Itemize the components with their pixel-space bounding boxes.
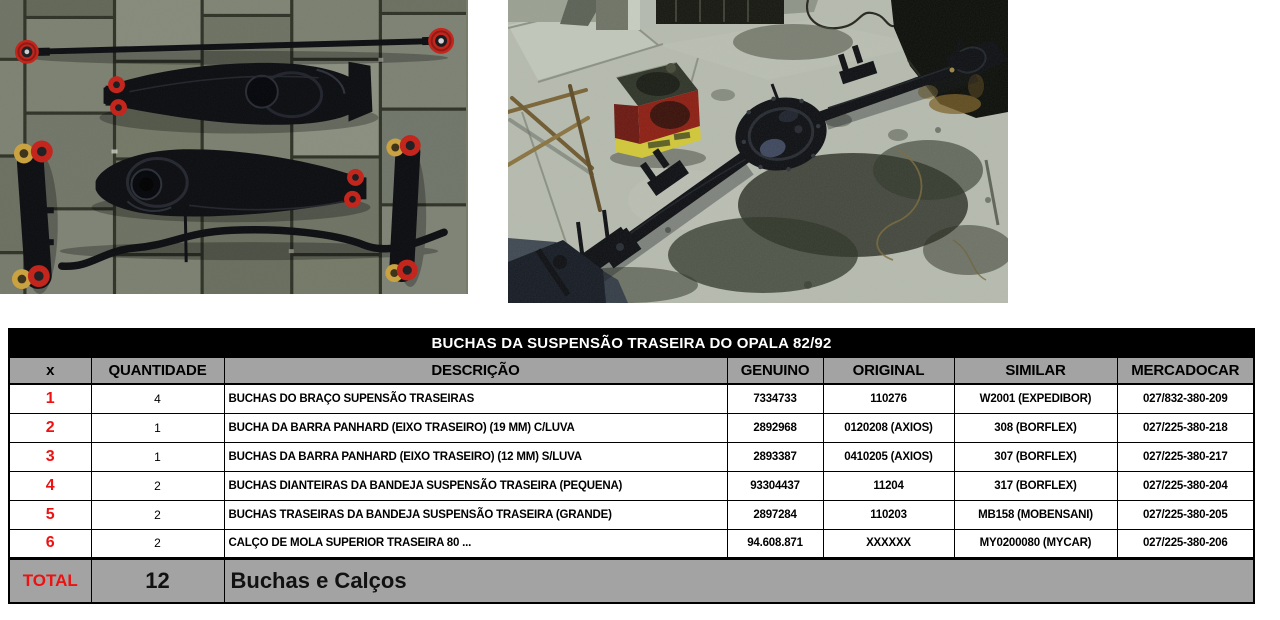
- cell-mercadocar: 027/225-380-204: [1117, 471, 1254, 500]
- cell-description: BUCHAS DO BRAÇO SUPENSÃO TRASEIRAS: [224, 384, 727, 413]
- col-header-x: x: [9, 357, 91, 384]
- col-header-quantidade: QUANTIDADE: [91, 357, 224, 384]
- total-quantity: 12: [91, 558, 224, 603]
- cell-index: 1: [9, 384, 91, 413]
- parts-table: [8, 328, 1255, 604]
- cell-original: 110276: [823, 384, 954, 413]
- cell-genuino: 94.608.871: [727, 529, 823, 558]
- cell-similar: MY0200080 (MYCAR): [954, 529, 1117, 558]
- suspension-parts-photo: [0, 0, 468, 294]
- cell-genuino: 2897284: [727, 500, 823, 529]
- cell-quantity: 4: [91, 384, 224, 413]
- photo-grain: [508, 0, 1008, 303]
- table-title: BUCHAS DA SUSPENSÃO TRASEIRA DO OPALA 82/92: [9, 329, 1254, 357]
- cell-description: CALÇO DE MOLA SUPERIOR TRASEIRA 80 ...: [224, 529, 727, 558]
- table-row: [9, 442, 1254, 471]
- cell-original: XXXXXX: [823, 529, 954, 558]
- total-description: Buchas e Calços: [224, 558, 1254, 603]
- cell-original: 110203: [823, 500, 954, 529]
- table-row: [9, 384, 1254, 413]
- cell-genuino: 93304437: [727, 471, 823, 500]
- table-total-row: [9, 558, 1254, 603]
- rear-axle-photo: [508, 0, 1008, 303]
- cell-mercadocar: 027/225-380-217: [1117, 442, 1254, 471]
- total-label: TOTAL: [9, 558, 91, 603]
- cell-description: BUCHAS DIANTEIRAS DA BANDEJA SUSPENSÃO TRASEIRA (PEQUENA): [224, 471, 727, 500]
- cell-mercadocar: 027/225-380-205: [1117, 500, 1254, 529]
- col-header-mercadocar: MERCADOCAR: [1117, 357, 1254, 384]
- cell-quantity: 1: [91, 442, 224, 471]
- cell-quantity: 2: [91, 471, 224, 500]
- cell-original: 0410205 (AXIOS): [823, 442, 954, 471]
- table-row: [9, 413, 1254, 442]
- photo-grain: [0, 0, 468, 294]
- table-title-row: [9, 329, 1254, 357]
- col-header-genuino: GENUINO: [727, 357, 823, 384]
- cell-similar: W2001 (EXPEDIBOR): [954, 384, 1117, 413]
- cell-genuino: 7334733: [727, 384, 823, 413]
- cell-mercadocar: 027/832-380-209: [1117, 384, 1254, 413]
- cell-description: BUCHAS TRASEIRAS DA BANDEJA SUSPENSÃO TRASEIRA (GRANDE): [224, 500, 727, 529]
- cell-mercadocar: 027/225-380-218: [1117, 413, 1254, 442]
- cell-index: 6: [9, 529, 91, 558]
- cell-similar: 307 (BORFLEX): [954, 442, 1117, 471]
- cell-quantity: 2: [91, 529, 224, 558]
- table-row: [9, 529, 1254, 558]
- table-row: [9, 471, 1254, 500]
- cell-index: 4: [9, 471, 91, 500]
- cell-similar: 317 (BORFLEX): [954, 471, 1117, 500]
- cell-similar: MB158 (MOBENSANI): [954, 500, 1117, 529]
- table-row: [9, 500, 1254, 529]
- cell-quantity: 1: [91, 413, 224, 442]
- rear-axle-illustration: [508, 0, 1008, 303]
- col-header-original: ORIGINAL: [823, 357, 954, 384]
- cell-genuino: 2893387: [727, 442, 823, 471]
- cell-original: 11204: [823, 471, 954, 500]
- cell-mercadocar: 027/225-380-206: [1117, 529, 1254, 558]
- cell-genuino: 2892968: [727, 413, 823, 442]
- cell-index: 3: [9, 442, 91, 471]
- cell-quantity: 2: [91, 500, 224, 529]
- col-header-descricao: DESCRIÇÃO: [224, 357, 727, 384]
- cell-description: BUCHAS DA BARRA PANHARD (EIXO TRASEIRO) (12 MM) S/LUVA: [224, 442, 727, 471]
- cell-original: 0120208 (AXIOS): [823, 413, 954, 442]
- cell-index: 5: [9, 500, 91, 529]
- cell-description: BUCHA DA BARRA PANHARD (EIXO TRASEIRO) (19 MM) C/LUVA: [224, 413, 727, 442]
- cell-similar: 308 (BORFLEX): [954, 413, 1117, 442]
- col-header-similar: SIMILAR: [954, 357, 1117, 384]
- table-header-row: [9, 357, 1254, 384]
- cell-index: 2: [9, 413, 91, 442]
- suspension-parts-illustration: [0, 0, 468, 294]
